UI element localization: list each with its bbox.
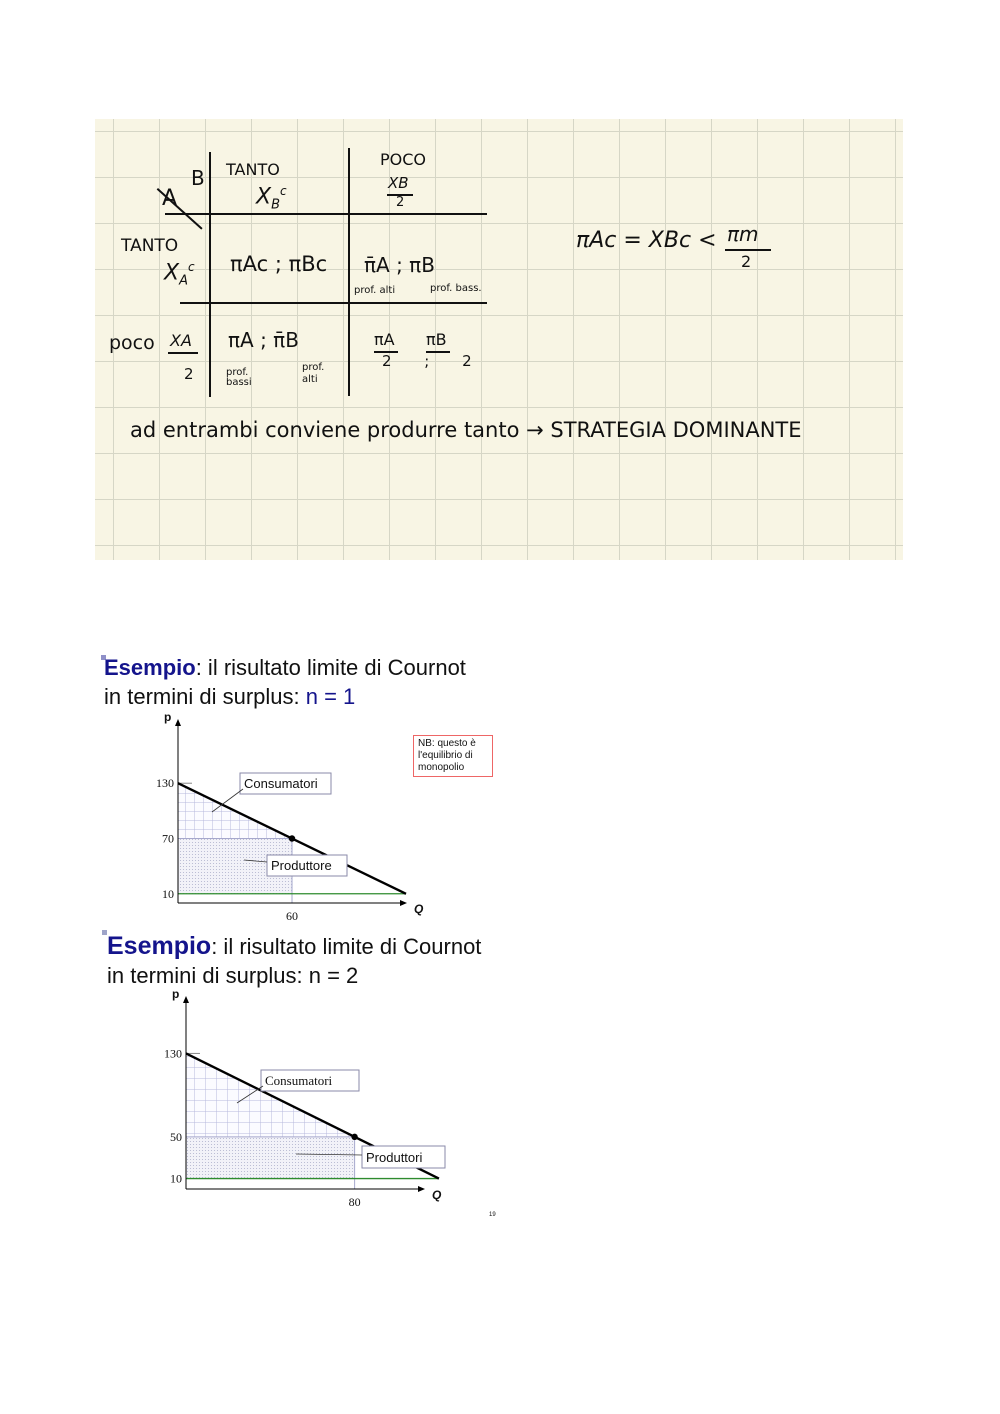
consumers-label: Consumatori <box>244 776 318 791</box>
row2-den: 2 <box>184 365 194 383</box>
slide2-chart <box>150 990 460 1212</box>
matrix-hline-1 <box>165 213 487 215</box>
col2-den: 2 <box>396 195 405 210</box>
x-tick-label: 80 <box>348 1195 361 1209</box>
y-tick-label: 70 <box>162 831 174 846</box>
slide1-title-keyword: Esempio <box>104 655 196 680</box>
y-tick-label: 50 <box>170 1129 182 1144</box>
col2-num: XB <box>388 174 409 192</box>
cell-poco-tanto: πA ; π̄B <box>228 328 299 352</box>
slide2-title-keyword: Esempio <box>107 932 212 960</box>
x-axis-arrow <box>418 1186 425 1192</box>
y-axis-label: p <box>164 712 172 724</box>
cell-tanto-poco: π̄A ; πB <box>364 253 435 277</box>
y-tick-label: 130 <box>164 1046 182 1061</box>
matrix-corner-row: A <box>162 186 178 211</box>
slide1-title <box>104 653 466 711</box>
matrix-vline-1 <box>209 152 211 397</box>
col2-label: POCO <box>380 150 427 169</box>
slide2-title-rest: : il risultato limite di Cournot <box>211 934 482 959</box>
slide1-title-line2: in termini di surplus: <box>104 684 306 709</box>
cell-tanto-tanto: πAc ; πBc <box>230 252 328 276</box>
formula-frac-num: πm <box>727 222 759 246</box>
slide2-title-line2: in termini di surplus: n = 2 <box>107 963 359 988</box>
matrix-hline-2 <box>180 302 487 304</box>
y-axis-arrow <box>183 996 189 1003</box>
y-axis-arrow <box>175 719 181 726</box>
formula-frac-bar <box>725 249 771 251</box>
matrix-vline-2 <box>348 148 350 396</box>
x-axis-label: Q <box>432 1188 442 1202</box>
formula-frac-den: 2 <box>741 252 752 271</box>
slide1-title-n: n = 1 <box>305 684 356 709</box>
row1-label: TANTO <box>121 236 179 256</box>
producers-label: Produttore <box>271 858 332 873</box>
formula-lhs: πAc = XBc < <box>576 228 717 253</box>
slide1-title-rest: : il risultato limite di Cournot <box>195 655 466 680</box>
cell-poco-tanto-note-b: prof. alti <box>302 362 325 385</box>
cell-poco-poco-den: 2 ; 2 <box>382 352 486 370</box>
slide1-chart <box>140 712 440 927</box>
x-axis-arrow <box>400 900 407 906</box>
x-tick-label: 60 <box>286 909 298 923</box>
y-tick-label: 130 <box>156 776 174 791</box>
consumers-label: Consumatori <box>265 1073 333 1088</box>
handwritten-notes-panel <box>95 119 903 560</box>
page-number: 19 <box>489 1212 496 1218</box>
cell-poco-poco-num-a: πA <box>374 330 395 349</box>
col1-var: $X_B^c$ <box>256 184 287 213</box>
y-axis-label: p <box>172 990 180 1001</box>
cell-tanto-poco-note-a: prof. alti <box>354 285 396 296</box>
x-axis-label: Q <box>414 902 424 916</box>
cell-tanto-poco-note-b: prof. bass. <box>430 283 482 294</box>
notes-conclusion: ad entrambi conviene produrre tanto → STRATEGIA DOMINANTE <box>130 418 802 442</box>
row2-num: XA <box>170 331 192 350</box>
row1-var: $X_A^c$ <box>164 260 195 289</box>
monopoly-note: NB: questo è l'equilibrio di monopolio <box>413 735 493 777</box>
col1-label: TANTO <box>226 160 280 179</box>
row2-label: poco <box>109 332 155 354</box>
y-tick-label: 10 <box>170 1171 182 1186</box>
y-tick-label: 10 <box>162 886 174 901</box>
producer-surplus-area <box>186 1137 355 1179</box>
equilibrium-point <box>351 1134 357 1140</box>
slide2-title <box>107 932 481 990</box>
cell-poco-tanto-note-a: prof. bassi <box>226 367 252 388</box>
cell-poco-poco-num-b: πB <box>426 330 447 349</box>
equilibrium-point <box>289 835 295 841</box>
producers-label: Produttori <box>366 1150 423 1165</box>
matrix-corner-col: B <box>191 166 205 190</box>
row2-frac-bar <box>168 352 198 354</box>
